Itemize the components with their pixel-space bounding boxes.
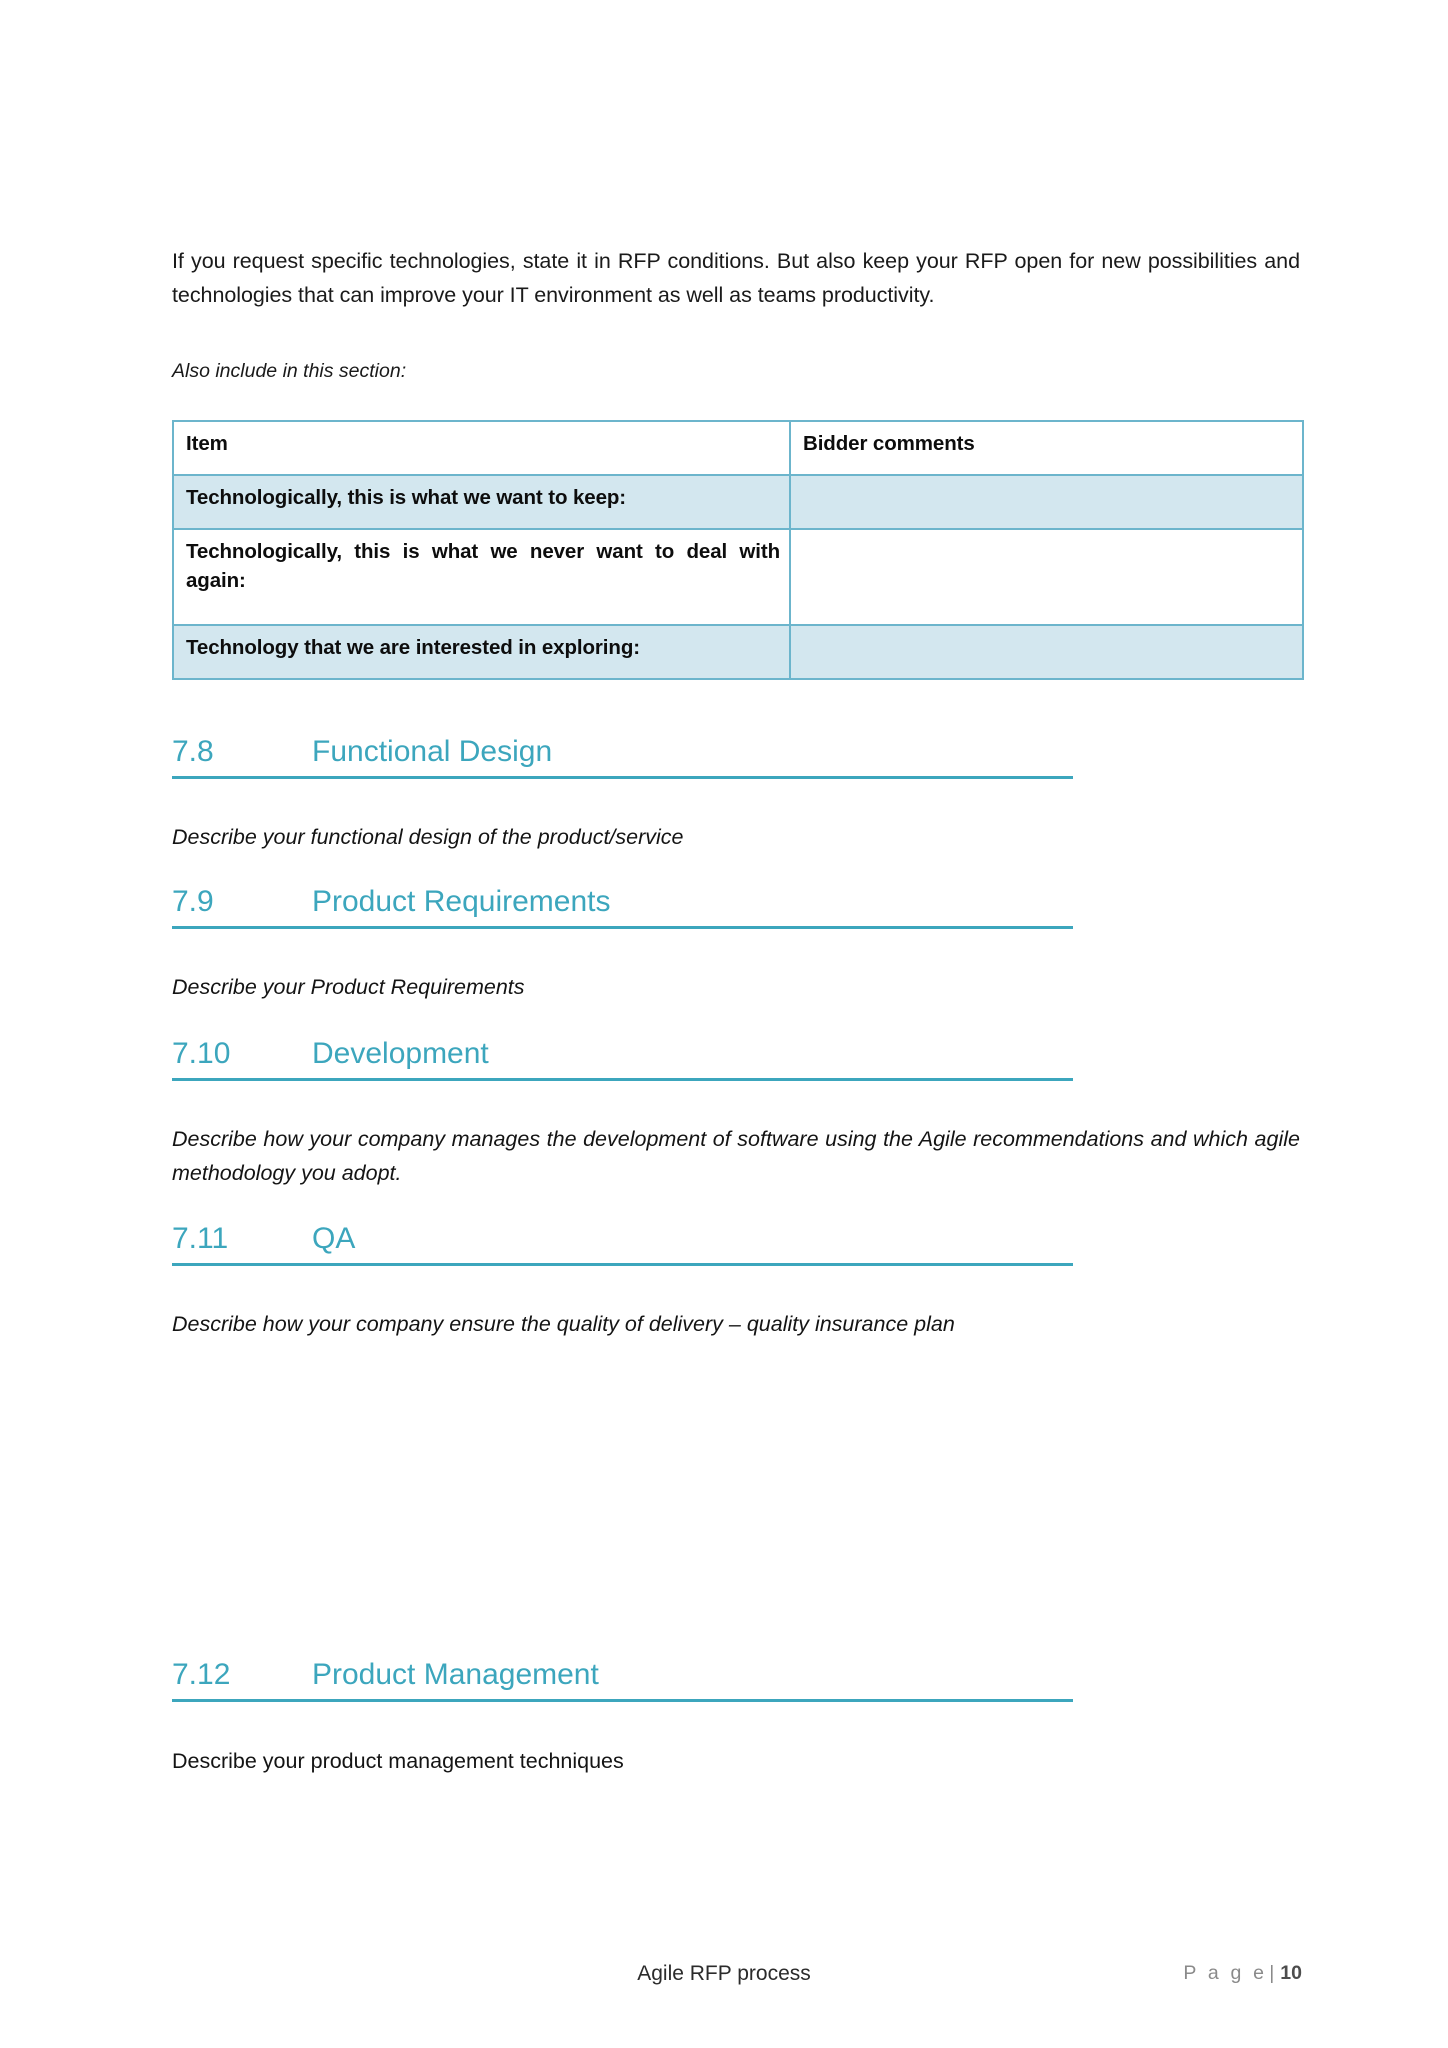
table-header-item: Item [173, 421, 790, 475]
table-cell-item: Technologically, this is what we want to keep: [173, 475, 790, 529]
table-header-row [173, 421, 1303, 475]
page-footer [0, 1962, 1448, 2002]
section-title: Product Requirements [312, 885, 611, 918]
table-cell-bidder-comments[interactable] [790, 475, 1303, 529]
technology-table [172, 420, 1304, 680]
footer-page-indicator [1183, 1962, 1302, 1985]
section-title: Development [312, 1037, 489, 1070]
section-heading-7-11 [172, 1222, 1073, 1266]
table-row [173, 475, 1303, 529]
footer-document-title: Agile RFP process [637, 1962, 811, 1985]
section-number: 7.9 [172, 885, 214, 918]
footer-separator: | [1269, 1962, 1275, 1984]
section-heading-7-8 [172, 735, 1073, 779]
section-title: QA [312, 1222, 356, 1255]
footer-page-number: 10 [1280, 1962, 1302, 1984]
section-number: 7.8 [172, 735, 214, 768]
section-description-7-10: Describe how your company manages the development of software using the Agile recommendations and which agile methodology you adopt. [172, 1126, 1300, 1185]
section-title: Product Management [312, 1658, 599, 1691]
section-heading-7-12 [172, 1658, 1073, 1702]
section-description-7-8: Describe your functional design of the product/service [172, 824, 684, 849]
section-description-7-9: Describe your Product Requirements [172, 974, 525, 999]
intro-paragraph: If you request specific technologies, state it in RFP conditions. But also keep your RFP open for new possibilities and technologies that can improve your IT environment as well as teams productivity. [172, 248, 1300, 307]
section-heading-7-9 [172, 885, 1073, 929]
table-row [173, 529, 1303, 625]
section-heading-7-10 [172, 1037, 1073, 1081]
table-cell-item: Technology that we are interested in exploring: [173, 625, 790, 679]
section-number: 7.10 [172, 1037, 231, 1070]
table-header-bidder-comments: Bidder comments [790, 421, 1303, 475]
table-row [173, 625, 1303, 679]
section-title: Functional Design [312, 735, 553, 768]
technology-table-wrapper [172, 420, 1302, 680]
table-cell-bidder-comments[interactable] [790, 625, 1303, 679]
section-description-7-11: Describe how your company ensure the quality of delivery – quality insurance plan [172, 1311, 955, 1336]
footer-page-label: P a g e [1183, 1962, 1268, 1984]
table-cell-item: Technologically, this is what we never want to deal with again: [173, 529, 790, 625]
table-cell-bidder-comments[interactable] [790, 529, 1303, 625]
section-number: 7.11 [172, 1222, 229, 1255]
section-description-7-12: Describe your product management techniques [172, 1748, 624, 1773]
section-number: 7.12 [172, 1658, 231, 1691]
also-include-note: Also include in this section: [172, 359, 407, 382]
